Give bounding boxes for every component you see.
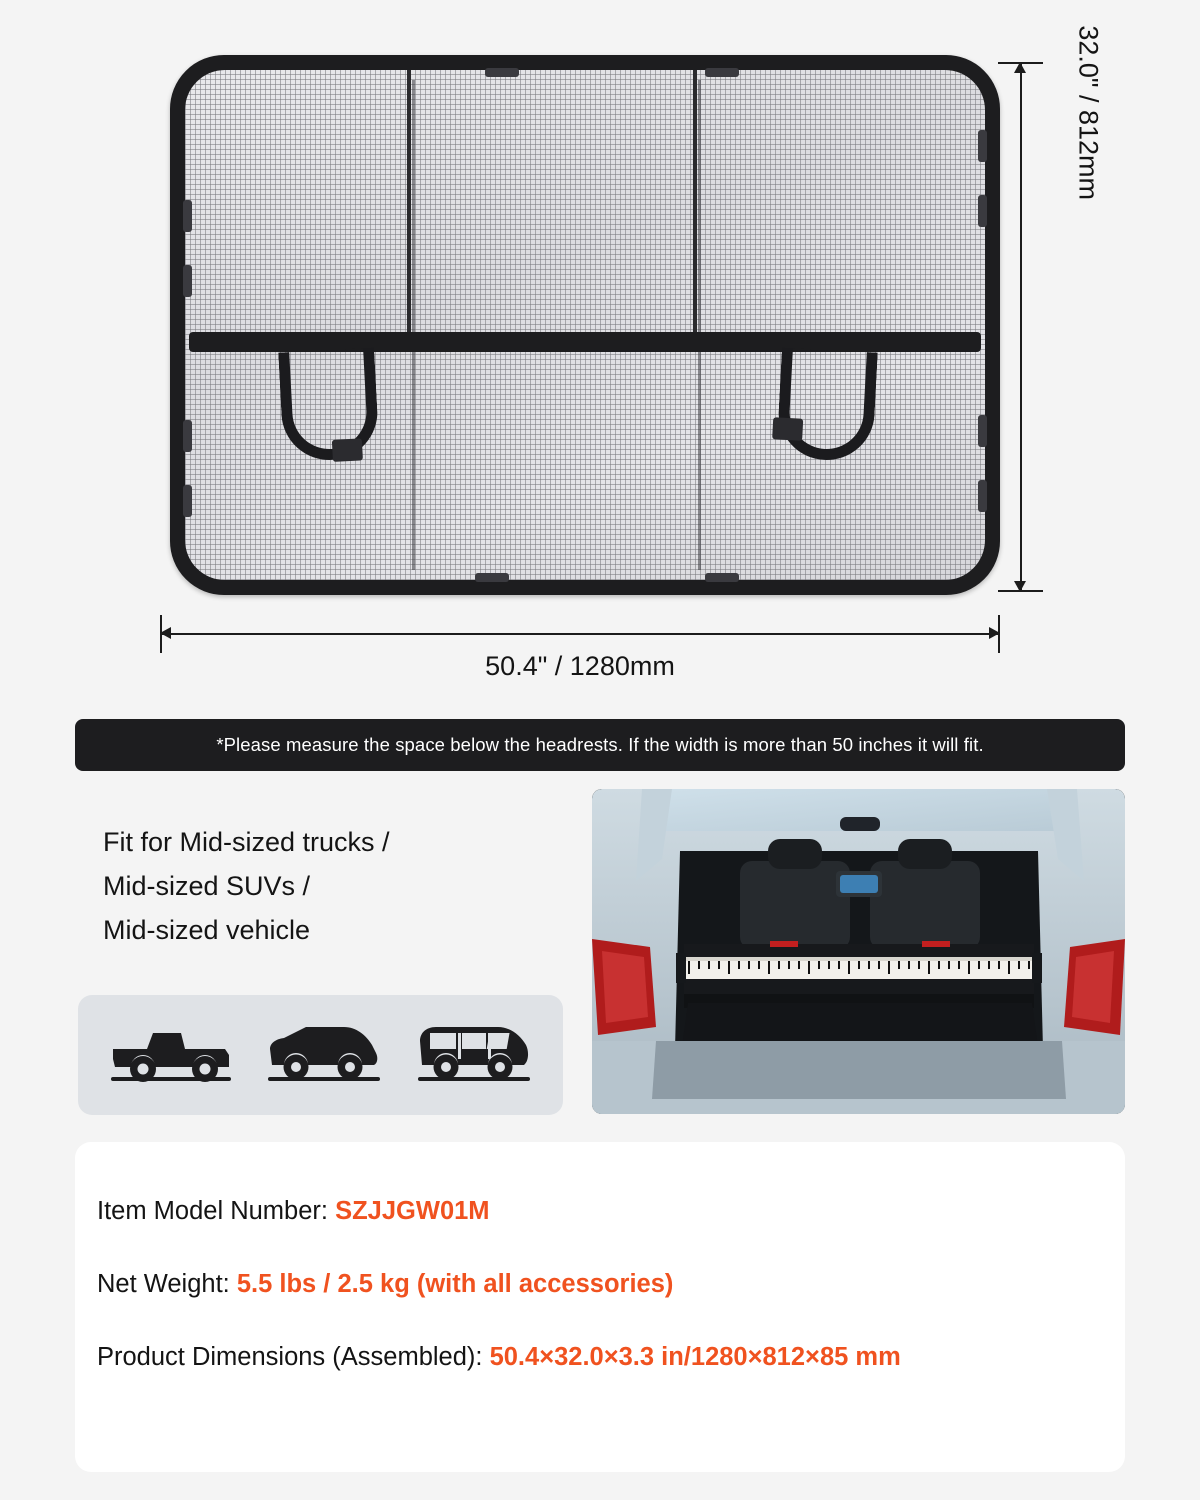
dimension-arrow-bottom [1014,581,1026,592]
spec-label-weight: Net Weight: [97,1270,237,1298]
specification-card [75,1142,1125,1472]
net-seam-top-right [693,70,697,332]
minivan-icon [414,1019,534,1091]
net-seam-left [412,80,415,570]
product-image-area [0,0,1200,700]
fit-description [75,820,575,952]
net-seam-top-left [407,70,411,332]
edge-clip [978,415,987,447]
spec-row-weight [97,1270,1125,1299]
edge-clip [485,68,519,77]
edge-clip [183,265,192,297]
net-mesh [185,70,985,580]
fit-line-2: Mid-sized SUVs / [103,871,311,901]
edge-clip [978,195,987,227]
measurement-note-text: *Please measure the space below the headrests. If the width is more than 50 inches it will fit. [216,734,984,755]
spec-value-weight: 5.5 lbs / 2.5 kg (with all accessories) [236,1270,674,1298]
height-dimension-label: 32.0" / 812mm [1074,25,1104,200]
pet-barrier-net-image [170,55,1000,595]
spec-value-dimensions: 50.4×32.0×3.3 in/1280×812×85 mm [489,1343,901,1371]
spec-row-model [97,1197,1125,1226]
edge-clip [705,573,739,582]
edge-clip [978,480,987,512]
vehicle-type-strip [78,995,563,1115]
dimension-arrow-left [160,627,171,639]
dimension-line [160,633,1000,635]
measurement-note-bar [75,719,1125,771]
edge-clip [978,130,987,162]
edge-clip [475,573,509,582]
dimension-arrow-right [989,627,1000,639]
spec-label-dimensions: Product Dimensions (Assembled): [97,1343,490,1371]
fit-line-1: Fit for Mid-sized trucks / [103,827,390,857]
dimension-arrow-top [1014,62,1026,73]
vehicle-trunk-photo [592,789,1125,1114]
width-dimension-label: 50.4" / 1280mm [485,651,675,681]
spec-value-model: SZJJGW01M [335,1197,490,1225]
edge-clip [183,485,192,517]
edge-clip [705,68,739,77]
strap-buckle-left [332,438,363,462]
spec-label-model: Item Model Number: [97,1197,336,1225]
edge-clip [183,420,192,452]
fit-line-3: Mid-sized vehicle [103,915,311,945]
strap-buckle-right [772,417,803,441]
hatchback-car-icon [264,1019,384,1091]
net-seam-right [698,80,701,570]
net-center-bar [189,332,981,352]
edge-clip [183,200,192,232]
pickup-truck-icon [107,1019,235,1091]
dimension-line [1020,62,1022,592]
spec-row-dimensions [97,1343,1125,1372]
height-dimension-line [990,62,1050,592]
width-dimension-line [160,625,1000,681]
net-frame [170,55,1000,595]
